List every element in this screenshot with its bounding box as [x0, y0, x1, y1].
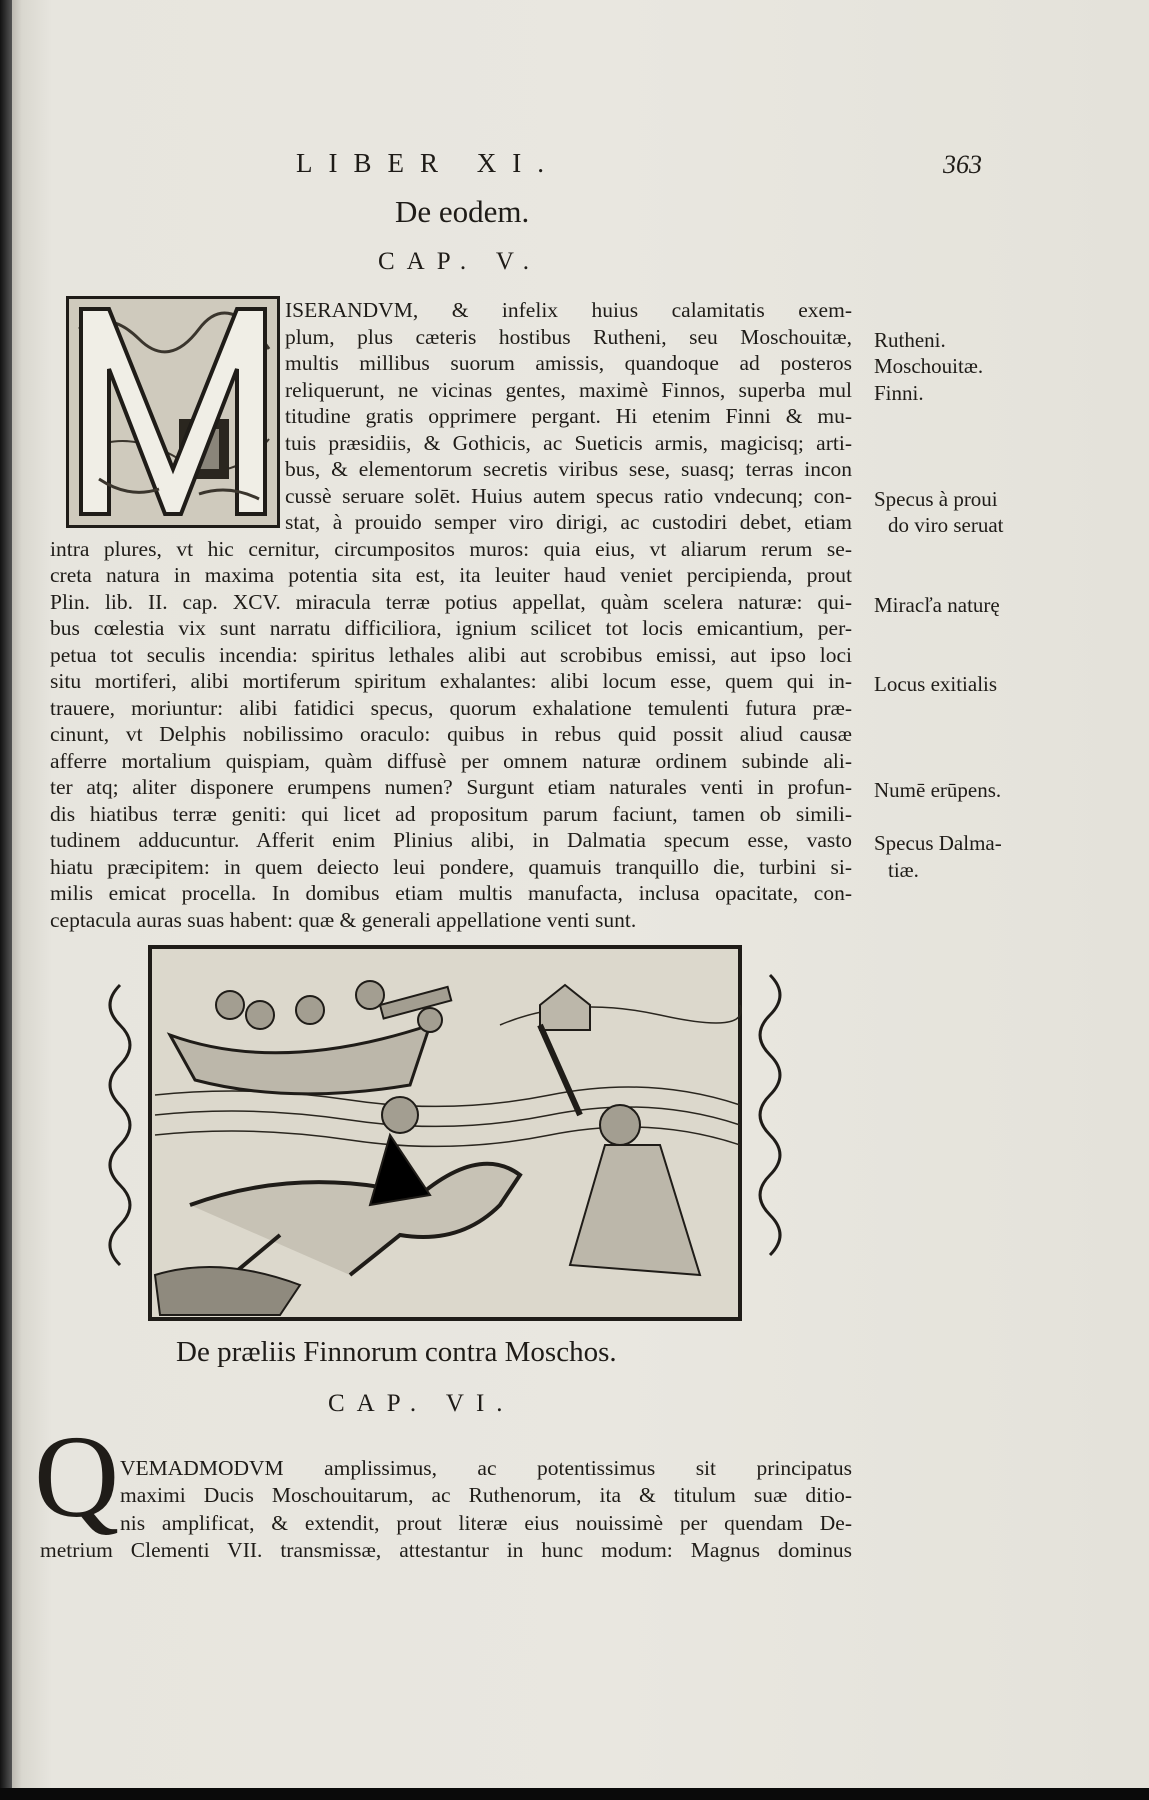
text-line: plum, plus cæteris hostibus Rutheni, seu Moschouitæ, — [285, 324, 852, 349]
text-line: metrium Clementi VII. transmissæ, attestantur in hunc modum: Magnus dominus — [40, 1537, 852, 1562]
text-line: situ mortiferi, alibi mortiferum spiritum exhalantes: alibi locum esse, quem qui in- — [50, 669, 852, 693]
text-line: tudinem adducuntur. Afferit enim Plinius alibi, in Dalmatia specum esse, vasto — [50, 828, 852, 852]
text-line: reliquerunt, ne vicinas gentes, maximè Finnos, superba mul — [285, 377, 852, 402]
text-line: ter atq; aliter disponere erumpens numen? Surgunt etiam naturales venti in profun- — [50, 775, 852, 799]
margin-note: Finni. — [874, 380, 924, 405]
text-line: titudine gratis opprimere pergant. Hi etenim Finni & mu- — [285, 404, 852, 428]
decorated-initial-m — [66, 296, 280, 528]
text-line: cinunt, vt Delphis nobilissimo oraculo: quibus in rebus quid possit aliud causæ — [50, 722, 852, 746]
text-line: milis emicat procella. In domibus etiam multis manufacta, inclusa opacitate, con- — [50, 881, 852, 905]
margin-note: do viro seruat — [888, 513, 1004, 537]
chapter-5-title: De eodem. — [395, 194, 530, 229]
chapter-5-heading: CAP. V. — [378, 248, 541, 275]
margin-note: Specus Dalma- — [874, 831, 1002, 855]
text-line: Plin. lib. II. cap. XCV. miracula terræ potius appellat, quàm scelera naturæ: qui- — [50, 589, 852, 614]
facing-page-edge — [0, 0, 12, 1788]
margin-note: Numē erūpens. — [874, 778, 1002, 802]
text-line: bus, & elementorum secretis viribus sese, suasq; terras incon — [285, 457, 852, 481]
page-number: 363 — [943, 150, 982, 179]
text-line: afferre mortalium quispiam, quàm diffusè per omnem naturæ ordinem subinde ali- — [50, 748, 852, 773]
chapter-6-heading: CAP. VI. — [328, 1390, 515, 1417]
text-line: stat, à prouido semper viro dirigi, ac custodiri debet, etiam — [285, 510, 852, 534]
chapter-6-title: De præliis Finnorum contra Moschos. — [176, 1336, 617, 1368]
margin-note: Miracľa naturę — [874, 592, 1000, 617]
margin-note: tiæ. — [888, 857, 919, 882]
margin-note: Rutheni. — [874, 327, 946, 352]
margin-note: Locus exitialis — [874, 672, 998, 696]
scan-bottom-border — [0, 1788, 1149, 1800]
text-line: petua tot seculis incendia: spiritus lethales alibi aut scrobibus emissi, aut ipso loci — [50, 642, 852, 667]
text-line: VEMADMODVM amplissimus, ac potentissimus sit principatus — [120, 1456, 852, 1480]
text-line: dis hiatibus terræ geniti: qui licet ad propositum parum faciunt, tamen ob simili- — [50, 801, 852, 826]
text-line: multis millibus suorum amissis, quandoque ad posteros — [285, 351, 852, 375]
initial-q: Q — [34, 1411, 120, 1542]
margin-note: Moschouitæ. — [874, 354, 984, 378]
text-line: bus cœlestia vix sunt narratu difficiliora, ignium scilicet tot locis emicantium, per- — [50, 616, 852, 640]
woodcut-illustration-battle — [100, 945, 790, 1323]
text-line: ISERANDVM, & infelix huius calamitatis exem- — [285, 298, 852, 322]
text-line: cussè seruare solēt. Huius autem specus ratio vndecunq; con- — [285, 483, 852, 508]
text-line: intra plures, vt hic cernitur, circumpositos muros: quia eius, vt aliarum rerum se- — [50, 536, 852, 561]
text-line: creta natura in maxima potentia sita est, ita leuiter haud veniet percipienda, prout — [50, 563, 852, 587]
text-line: tuis præsidiis, & Gothicis, ac Sueticis armis, magicisq; arti- — [285, 430, 852, 455]
text-line: trauere, moriuntur: alibi fatidici specus, quorum exhalatione temulenti futura præ- — [50, 695, 852, 720]
running-head: LIBER XI. — [296, 148, 560, 178]
text-line: maximi Ducis Moschouitarum, ac Ruthenorum, ita & titulum suæ ditio- — [120, 1483, 852, 1508]
text-line: nis amplificat, & extendit, prout literæ eius nouissimè per quendam De- — [120, 1510, 852, 1535]
text-line: hiatu præcipitem: in quem deiecto leui pondere, quamuis tranquillo die, turbini si- — [50, 854, 852, 879]
margin-note: Specus à proui — [874, 486, 998, 511]
text-line: ceptacula auras suas habent: quæ & generali appellatione venti sunt. — [50, 907, 637, 932]
